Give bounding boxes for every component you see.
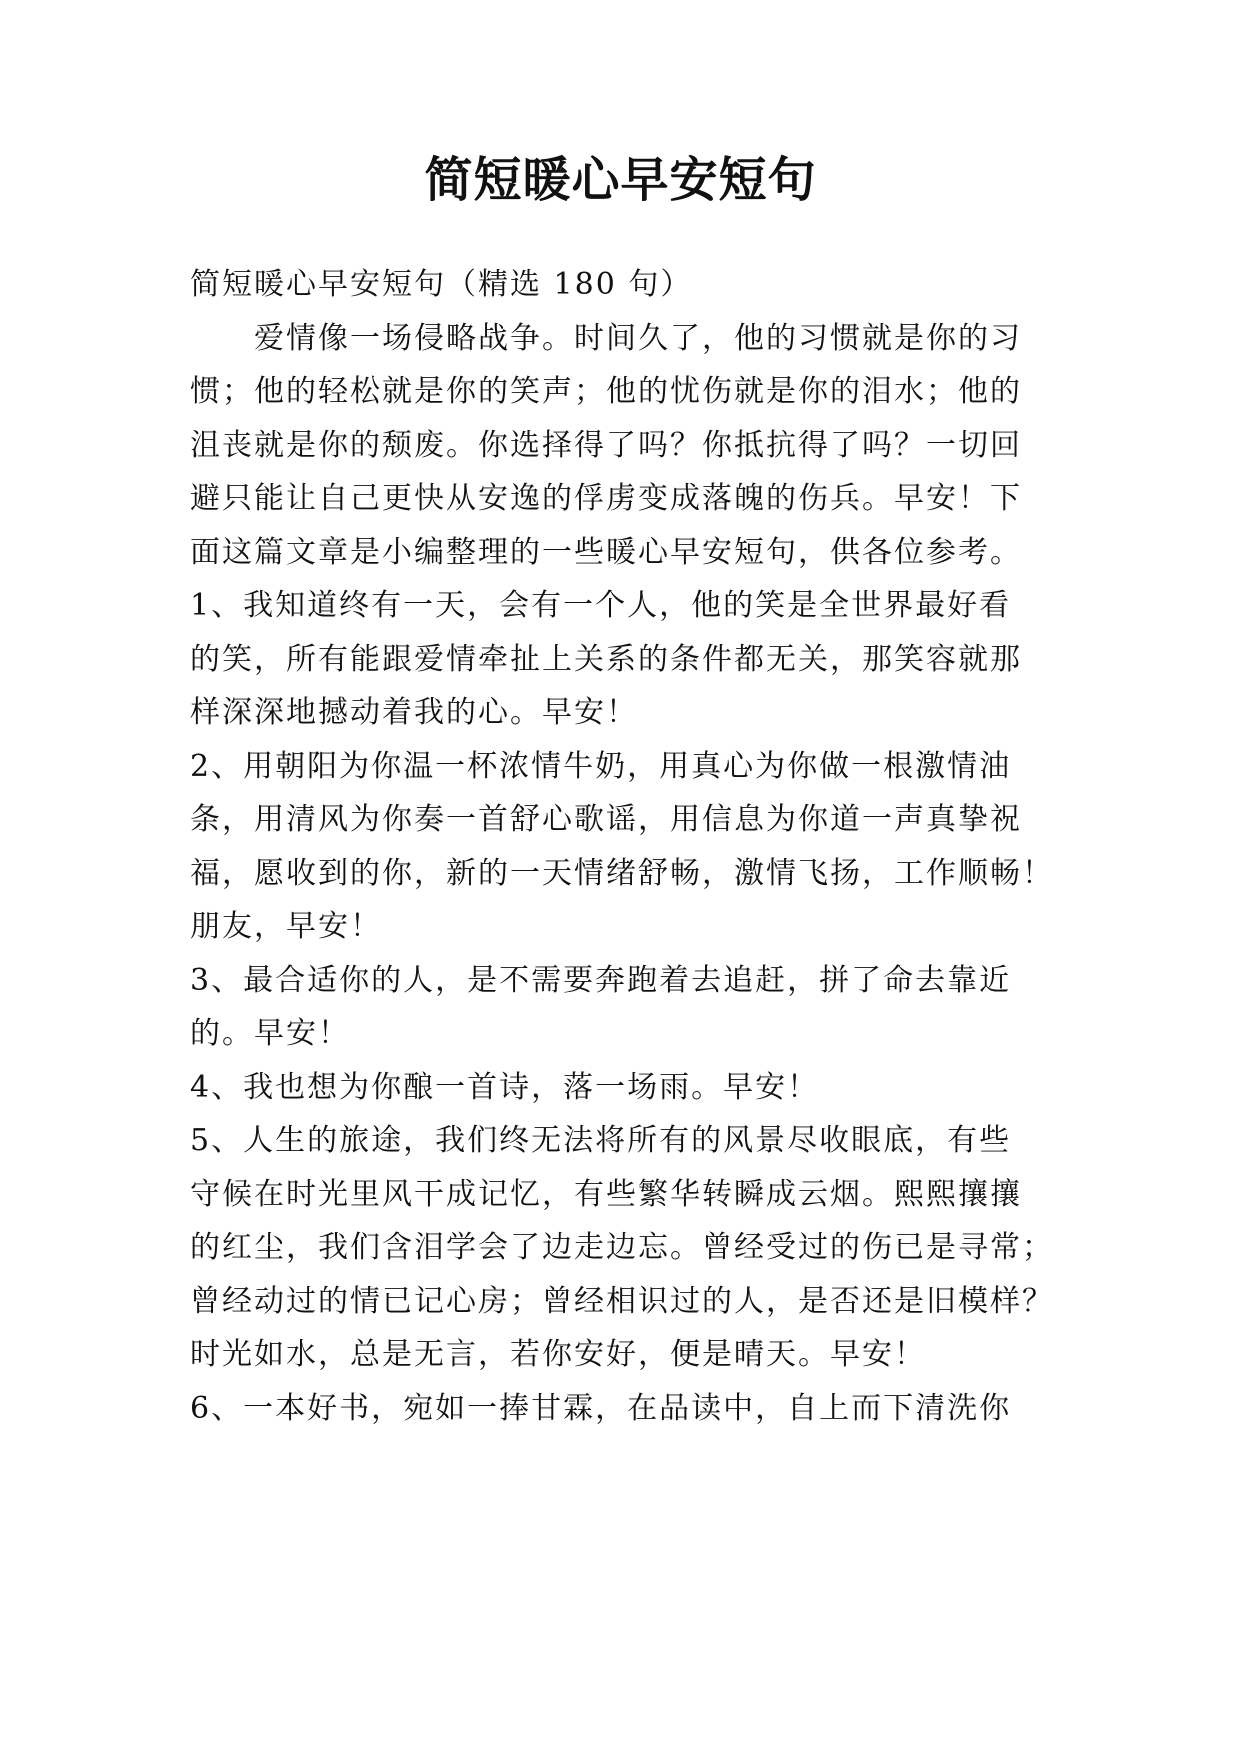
paragraph-line: 5、人生的旅途，我们终无法将所有的风景尽收眼底，有些 <box>190 1123 1012 1158</box>
paragraph-line: 6、一本好书，宛如一捧甘霖，在品读中，自上而下清洗你 <box>190 1390 1012 1426</box>
paragraph-line: 沮丧就是你的颓废。你选择得了吗？你抵抗得了吗？一切回 <box>190 427 1022 463</box>
paragraph-line: 4、我也想为你酿一首诗，落一场雨。早安！ <box>190 1069 820 1105</box>
paragraph-line: 3、最合适你的人，是不需要奔跑着去追赶，拼了命去靠近 <box>190 962 1012 998</box>
paragraph-line: 样深深地撼动着我的心。早安！ <box>190 695 638 730</box>
paragraph-line: 避只能让自己更快从安逸的俘虏变成落魄的伤兵。早安！下 <box>190 481 1022 516</box>
paragraph-line: 朋友，早安！ <box>190 909 382 944</box>
document-title: 简短暖心早安短句 <box>424 152 817 208</box>
document-body <box>190 258 1058 1435</box>
paragraph-line: 条，用清风为你奏一首舒心歌谣，用信息为你道一声真挚祝 <box>190 802 1022 837</box>
paragraph-line: 曾经动过的情已记心房；曾经相识过的人，是否还是旧模样？ <box>190 1283 1054 1319</box>
subtitle-line: 简短暖心早安短句（精选 180 句） <box>190 267 693 302</box>
paragraph-line: 面这篇文章是小编整理的一些暖心早安短句，供各位参考。 <box>190 534 1022 570</box>
paragraph-line: 爱情像一场侵略战争。时间久了，他的习惯就是你的习 <box>254 320 1022 356</box>
paragraph-line: 的笑，所有能跟爱情牵扯上关系的条件都无关，那笑容就那 <box>190 641 1022 677</box>
paragraph-line: 时光如水，总是无言，若你安好，便是晴天。早安！ <box>190 1337 926 1372</box>
paragraph-line: 2、用朝阳为你温一杯浓情牛奶，用真心为你做一根激情油 <box>190 748 1012 784</box>
paragraph-line: 的。早安！ <box>190 1016 350 1051</box>
paragraph-line: 惯；他的轻松就是你的笑声；他的忧伤就是你的泪水；他的 <box>190 374 1022 409</box>
paragraph-line: 的红尘，我们含泪学会了边走边忘。曾经受过的伤已是寻常； <box>190 1230 1054 1265</box>
paragraph-line: 福，愿收到的你，新的一天情绪舒畅，激情飞扬，工作顺畅！ <box>190 855 1054 891</box>
paragraph-line: 1、我知道终有一天，会有一个人，他的笑是全世界最好看 <box>190 588 1012 623</box>
paragraph-line: 守候在时光里风干成记忆，有些繁华转瞬成云烟。熙熙攘攘 <box>190 1176 1022 1212</box>
